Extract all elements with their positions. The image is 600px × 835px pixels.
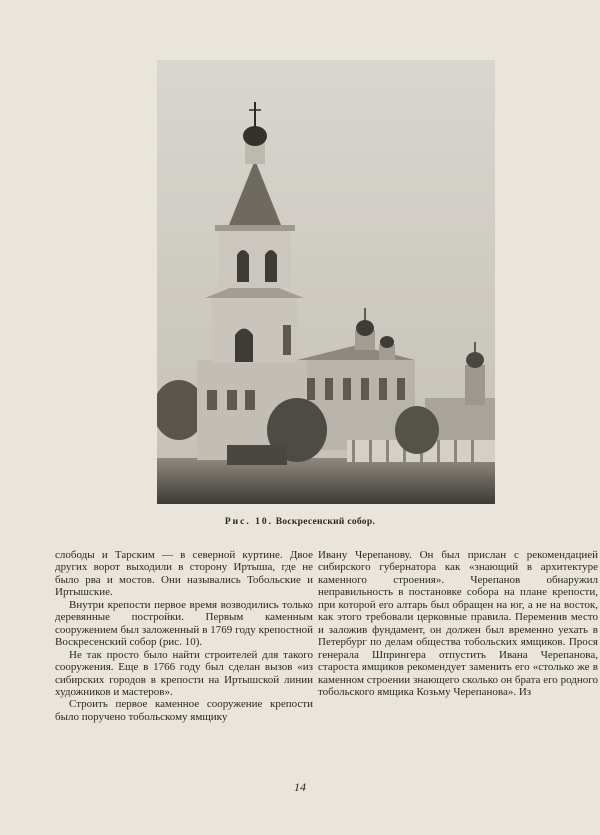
figure-label: Рис. 10. bbox=[224, 517, 273, 527]
right-column bbox=[318, 549, 598, 698]
paragraph: Внутри крепости первое время возводились только деревянные постройки. Первым каменным сооружением был заложенный в 1769 году крепостной Воскресенский собор (рис. 10). bbox=[55, 598, 313, 649]
figure-caption bbox=[0, 517, 600, 527]
left-column bbox=[55, 549, 313, 723]
paragraph: слободы и Тарским — в северной куртине. Двое других ворот выходили в сторону Иртыша, где не было рва и мостов. Они назывались Тобольские и Иртышские. bbox=[55, 549, 313, 599]
paragraph: Не так просто было найти строителей для такого сооружения. Еще в 1766 году был сделан вызов «из сибирских городов в крепости на Иртышской линии художников и мастеров». bbox=[55, 648, 313, 698]
page-number: 14 bbox=[294, 780, 306, 794]
cathedral-photo bbox=[157, 60, 495, 504]
paragraph: Строить первое каменное сооружение крепости было поручено тобольскому ямщику bbox=[55, 698, 313, 723]
figure-title: Воскресенский собор. bbox=[275, 517, 376, 527]
paragraph: Ивану Черепанову. Он был прислан с рекомендацией сибирского губернатора как «знающий в архитектуре каменного строения». Черепанов обнаружил неправильность в постановке собора на плане крепости, при которой его алтарь был обращен на юг, а не на восток, как этого требовали церковные правила. Переменив место и заложив фундамент, он должен был временно уехать в Петербург по делам общества тобольских ямщиков. Прося генерала Шпрингера отпустить Ивана Черепанова, староста ямщиков рекомендует заменить его «столько же в каменном строении знающего сколько он брата его родного тобольского ямщика Козьму Черепанова». Из bbox=[318, 549, 598, 698]
